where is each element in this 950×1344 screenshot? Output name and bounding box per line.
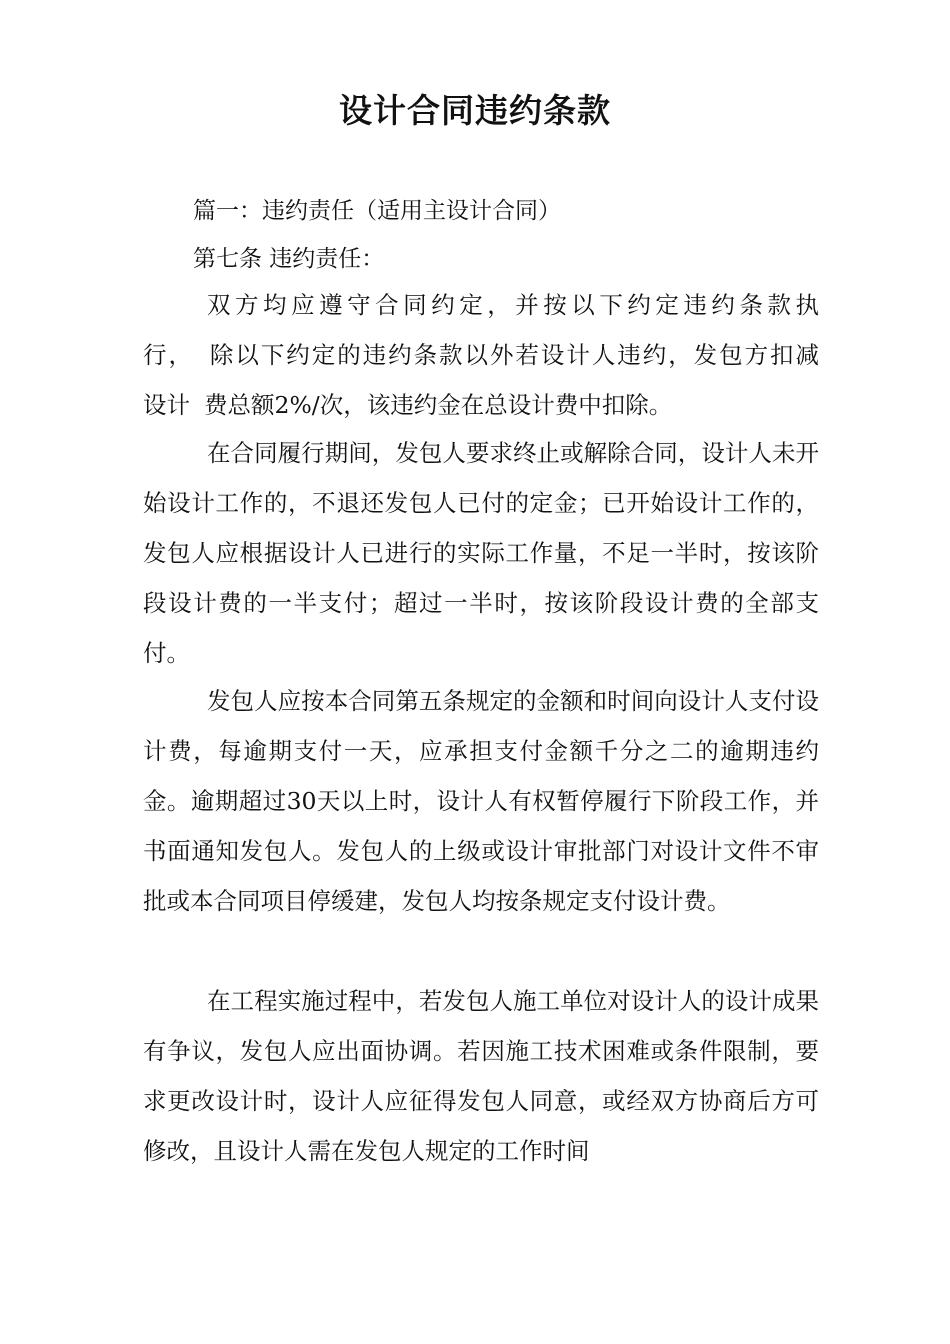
paragraph-1-line-3-start: 设计 bbox=[143, 391, 190, 419]
paragraph-1-line-2 bbox=[143, 330, 819, 380]
paragraph-1-line-2-rest: 除以下约定的违约条款以外若设计人违约，发包方扣减 bbox=[207, 341, 820, 369]
paragraph-2: 在合同履行期间，发包人要求终止或解除合同，设计人未开始设计工作的，不退还发包人已付的定金；已开始设计工作的，发包人应根据设计人已进行的实际工作量，不足一半时，按该阶段设计费的一半支付；超过一半时，按该阶段设计费的全部支付。 bbox=[143, 439, 819, 667]
paragraph-1-line-3 bbox=[143, 380, 819, 430]
paragraph-1-line-2-start: 行， bbox=[143, 341, 194, 369]
section-heading: 篇一：违约责任（适用主设计合同） bbox=[193, 198, 561, 224]
paragraph-1 bbox=[143, 280, 819, 430]
document-title: 设计合同违约条款 bbox=[339, 91, 611, 130]
paragraph-1-line-3-rest: 费总额2%/次，该违约金在总设计费中扣除。 bbox=[204, 391, 673, 419]
paragraph-1-line-1: 双方均应遵守合同约定，并按以下约定违约条款执 bbox=[207, 291, 819, 319]
article-heading: 第七条 违约责任： bbox=[193, 246, 385, 272]
paragraph-3: 发包人应按本合同第五条规定的金额和时间向设计人支付设计费，每逾期支付一天，应承担支付金额千分之二的逾期违约金。逾期超过30天以上时，设计人有权暂停履行下阶段工作，并书面通知发包人。发包人的上级或设计审批部门对设计文件不审批或本合同项目停缓建，发包人均按条规定支付设计费。 bbox=[143, 687, 819, 915]
paragraph-4: 在工程实施过程中，若发包人施工单位对设计人的设计成果有争议，发包人应出面协调。若因施工技术困难或条件限制，要求更改设计时，设计人应征得发包人同意，或经双方协商后方可修改，且设计人需在发包人规定的工作时间 bbox=[143, 987, 819, 1165]
